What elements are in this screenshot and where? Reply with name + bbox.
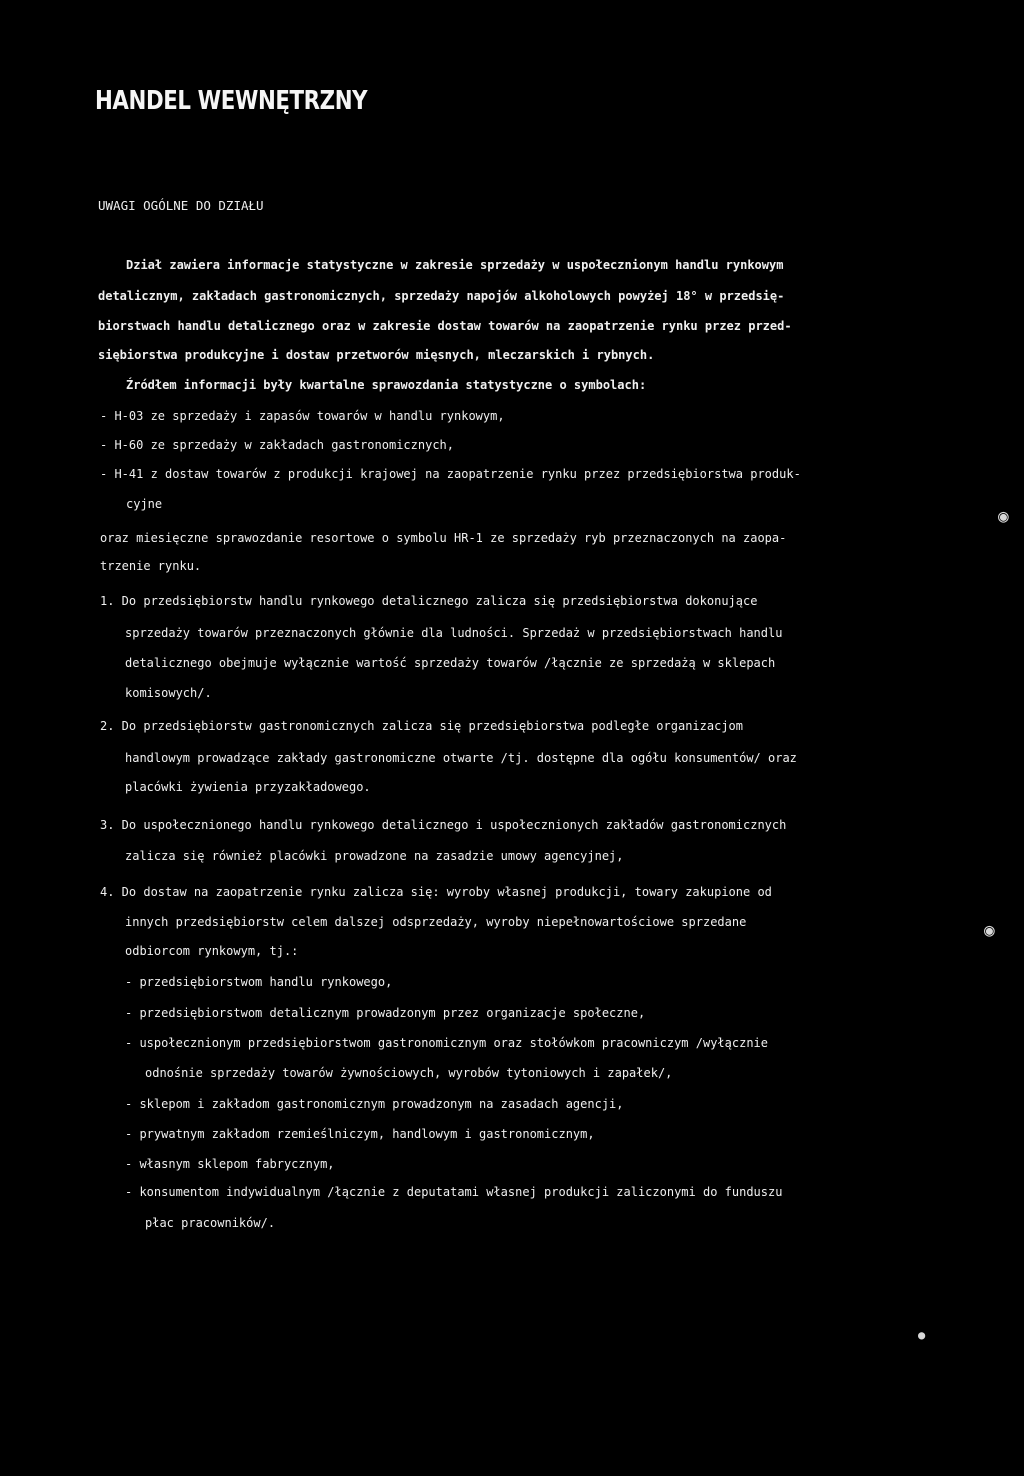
page-title: HANDEL WEWNĘTRZNY [95,86,368,116]
text-line: płac pracowników/. [145,1216,276,1230]
text-line: oraz miesięczne sprawozdanie resortowe o symbolu HR-1 ze sprzedaży ryb przeznaczonych na zaopa- [100,531,787,545]
numbered-item-1: 1. Do przedsiębiorstw handlu rynkowego detalicznego zalicza się przedsiębiorstwa dokonujące [100,594,758,608]
text-line: innych przedsiębiorstw celem dalszej odsprzedaży, wyroby niepełnowartościowe sprzedane [125,915,747,929]
list-item: - H-41 z dostaw towarów z produkcji krajowej na zaopatrzenie rynku przez przedsiębiorstwa produk- [100,467,801,481]
text-line: odnośnie sprzedaży towarów żywnościowych, wyrobów tytoniowych i zapałek/, [145,1066,673,1080]
text-line: cyjne [126,497,163,511]
scan-artifact-icon: ● [918,1328,926,1342]
text-line: odbiorcom rynkowym, tj.: [125,944,299,958]
list-item: - prywatnym zakładom rzemieślniczym, handlowym i gastronomicznym, [125,1127,595,1141]
numbered-item-4: 4. Do dostaw na zaopatrzenie rynku zalicza się: wyroby własnej produkcji, towary zakupione od [100,885,772,899]
text-line: biorstwach handlu detalicznego oraz w zakresie dostaw towarów na zaopatrzenie rynku przez przed- [98,319,792,333]
text-line: Dział zawiera informacje statystyczne w zakresie sprzedaży w uspołecznionym handlu rynkowym [126,258,784,272]
text-line: placówki żywienia przyzakładowego. [125,780,371,794]
text-line: komisowych/. [125,686,212,700]
text-line: zalicza się również placówki prowadzone na zasadzie umowy agencyjnej, [125,849,624,863]
list-item: - H-60 ze sprzedaży w zakładach gastronomicznych, [100,438,455,452]
list-item: - sklepom i zakładom gastronomicznym prowadzonym na zasadach agencji, [125,1097,624,1111]
text-line: detalicznego obejmuje wyłącznie wartość sprzedaży towarów /łącznie ze sprzedażą w sklepach [125,656,776,670]
scan-artifact-icon: ◉ [984,920,995,941]
text-line: siębiorstwa produkcyjne i dostaw przetworów mięsnych, mleczarskich i rybnych. [98,348,655,362]
scan-artifact-icon: ◉ [998,506,1009,527]
text-line: Źródłem informacji były kwartalne sprawozdania statystyczne o symbolach: [126,378,647,392]
text-line: trzenie rynku. [100,559,202,573]
list-item: - konsumentom indywidualnym /łącznie z deputatami własnej produkcji zaliczonymi do funduszu [125,1185,783,1199]
list-item: - przedsiębiorstwom handlu rynkowego, [125,975,393,989]
text-line: sprzedaży towarów przeznaczonych głównie dla ludności. Sprzedaż w przedsiębiorstwach handlu [125,626,783,640]
text-line: detalicznym, zakładach gastronomicznych, sprzedaży napojów alkoholowych powyżej 18° w przedsię- [98,289,785,303]
numbered-item-3: 3. Do uspołecznionego handlu rynkowego detalicznego i uspołecznionych zakładów gastronomicznych [100,818,787,832]
list-item: - H-03 ze sprzedaży i zapasów towarów w handlu rynkowym, [100,409,505,423]
section-heading: UWAGI OGÓLNE DO DZIAŁU [98,198,264,213]
list-item: - uspołecznionym przedsiębiorstwom gastronomicznym oraz stołówkom pracowniczym /wyłącznie [125,1036,768,1050]
list-item: - własnym sklepom fabrycznym, [125,1157,335,1171]
text-line: handlowym prowadzące zakłady gastronomiczne otwarte /tj. dostępne dla ogółu konsumentów/ oraz [125,751,797,765]
numbered-item-2: 2. Do przedsiębiorstw gastronomicznych zalicza się przedsiębiorstwa podległe organizacjom [100,719,743,733]
list-item: - przedsiębiorstwom detalicznym prowadzonym przez organizacje społeczne, [125,1006,646,1020]
